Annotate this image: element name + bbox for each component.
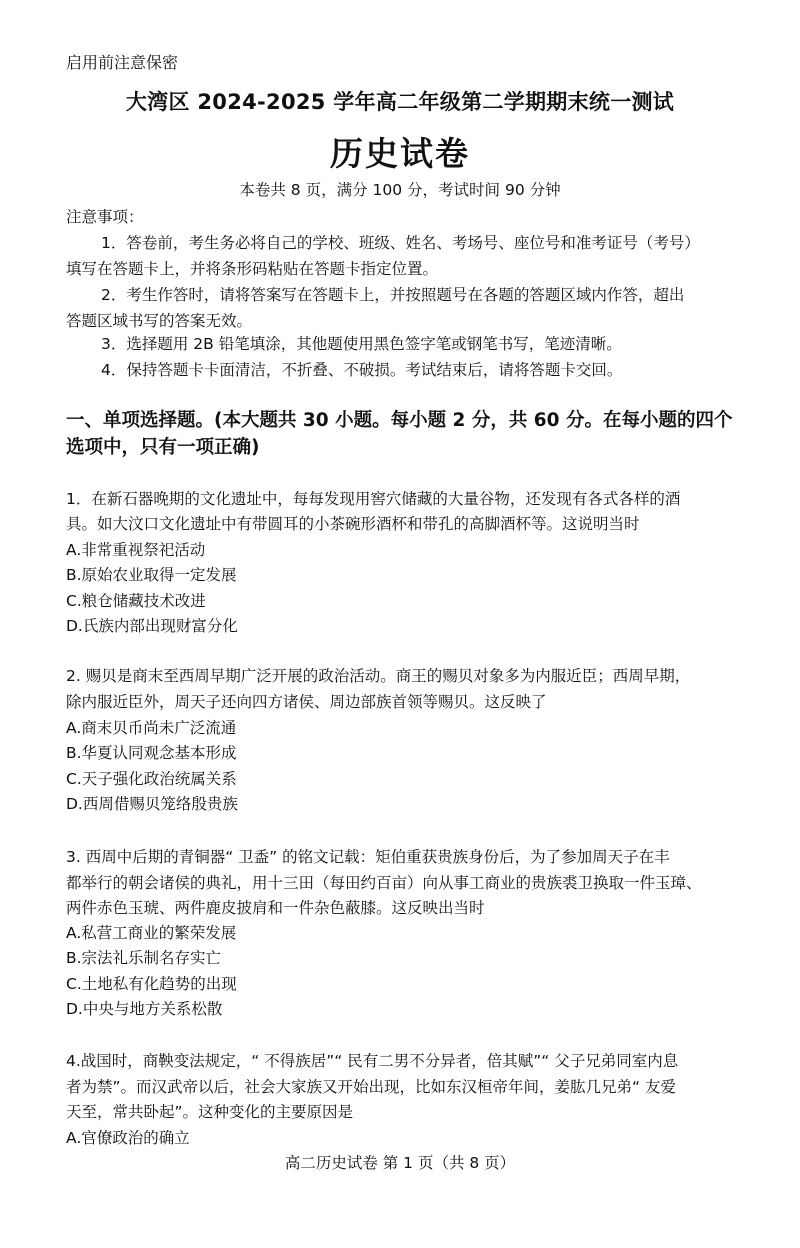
question-1-stem-line-2: 具。如大汶口文化遗址中有带圆耳的小茶碗形酒杯和带孔的高脚酒杯等。这说明当时 bbox=[66, 515, 640, 533]
notice-line-1: 1．答卷前，考生务必将自己的学校、班级、姓名、考场号、座位号和准考证号（考号） bbox=[101, 234, 700, 252]
question-3-stem-line-1: 3. 西周中后期的青铜器“ 卫盉” 的铭文记载：矩伯重获贵族身份后，为了参加周天子在丰 bbox=[66, 848, 670, 866]
exam-info: 本卷共 8 页，满分 100 分，考试时间 90 分钟 bbox=[239, 181, 561, 199]
question-1-option-c: C.粮仓储藏技术改进 bbox=[66, 592, 206, 610]
question-4-stem-line-3: 天至，常共卧起”。这种变化的主要原因是 bbox=[66, 1103, 354, 1121]
question-2-option-d: D.西周借赐贝笼络殷贵族 bbox=[66, 795, 238, 813]
section-title-line-2: 选项中，只有一项正确) bbox=[66, 437, 260, 458]
question-4-option-a: A.官僚政治的确立 bbox=[66, 1129, 190, 1147]
notice-line-2: 2．考生作答时，请将答案写在答题卡上，并按照题号在各题的答题区域内作答，超出 bbox=[101, 286, 685, 304]
question-2-option-b: B.华夏认同观念基本形成 bbox=[66, 744, 237, 762]
question-3-stem-line-3: 两件赤色玉琥、两件鹿皮披肩和一件杂色蔽膝。这反映出当时 bbox=[66, 899, 485, 917]
question-2-option-a: A.商末贝币尚未广泛流通 bbox=[66, 719, 237, 737]
question-3-option-a: A.私营工商业的繁荣发展 bbox=[66, 924, 237, 942]
question-4-stem-line-1: 4.战国时，商鞅变法规定，“ 不得族居”“ 民有二男不分异者，倍其赋”“ 父子兄弟同室内息 bbox=[66, 1052, 679, 1070]
question-1-option-d: D.氏族内部出现财富分化 bbox=[66, 617, 238, 635]
question-2-option-c: C.天子强化政治统属关系 bbox=[66, 770, 237, 788]
exam-title: 大湾区 2024-2025 学年高二年级第二学期期末统一测试 bbox=[125, 90, 675, 114]
section-title-line-1: 一、单项选择题。(本大题共 30 小题。每小题 2 分，共 60 分。在每小题的四个 bbox=[66, 410, 733, 431]
question-3-option-b: B.宗法礼乐制名存实亡 bbox=[66, 949, 222, 967]
notice-heading: 注意事项： bbox=[66, 208, 144, 226]
confidential-note: 启用前注意保密 bbox=[66, 53, 179, 72]
page-footer: 高二历史试卷 第 1 页（共 8 页） bbox=[284, 1154, 516, 1172]
question-3-option-c: C.土地私有化趋势的出现 bbox=[66, 975, 237, 993]
subject-title: 历史试卷 bbox=[330, 134, 470, 173]
question-1-stem-line-1: 1．在新石器晚期的文化遗址中，每每发现用窖穴储藏的大量谷物，还发现有各式各样的酒 bbox=[66, 490, 681, 508]
question-4-stem-line-2: 者为禁”。而汉武帝以后，社会大家族又开始出现，比如东汉桓帝年间，姜肱几兄弟“ 友爱 bbox=[66, 1078, 676, 1096]
question-1-option-b: B.原始农业取得一定发展 bbox=[66, 566, 237, 584]
question-1-option-a: A.非常重视祭祀活动 bbox=[66, 541, 206, 559]
notice-line-4: 4．保持答题卡卡面清洁，不折叠、不破损。考试结束后，请将答题卡交回。 bbox=[101, 361, 623, 379]
question-2-stem-line-1: 2. 赐贝是商末至西周早期广泛开展的政治活动。商王的赐贝对象多为内服近臣；西周早期， bbox=[66, 667, 691, 685]
question-2-stem-line-2: 除内服近臣外，周天子还向四方诸侯、周边部族首领等赐贝。这反映了 bbox=[66, 693, 547, 711]
question-3-stem-line-2: 都举行的朝会诸侯的典礼，用十三田（每田约百亩）向从事工商业的贵族裘卫换取一件玉璋、 bbox=[66, 874, 702, 892]
notice-line-2-cont: 答题区域书写的答案无效。 bbox=[66, 312, 253, 330]
notice-line-3: 3．选择题用 2B 铅笔填涂，其他题使用黑色签字笔或钢笔书写，笔迹清晰。 bbox=[101, 335, 622, 353]
question-3-option-d: D.中央与地方关系松散 bbox=[66, 1000, 223, 1018]
notice-line-1-cont: 填写在答题卡上，并将条形码粘贴在答题卡指定位置。 bbox=[66, 260, 439, 278]
